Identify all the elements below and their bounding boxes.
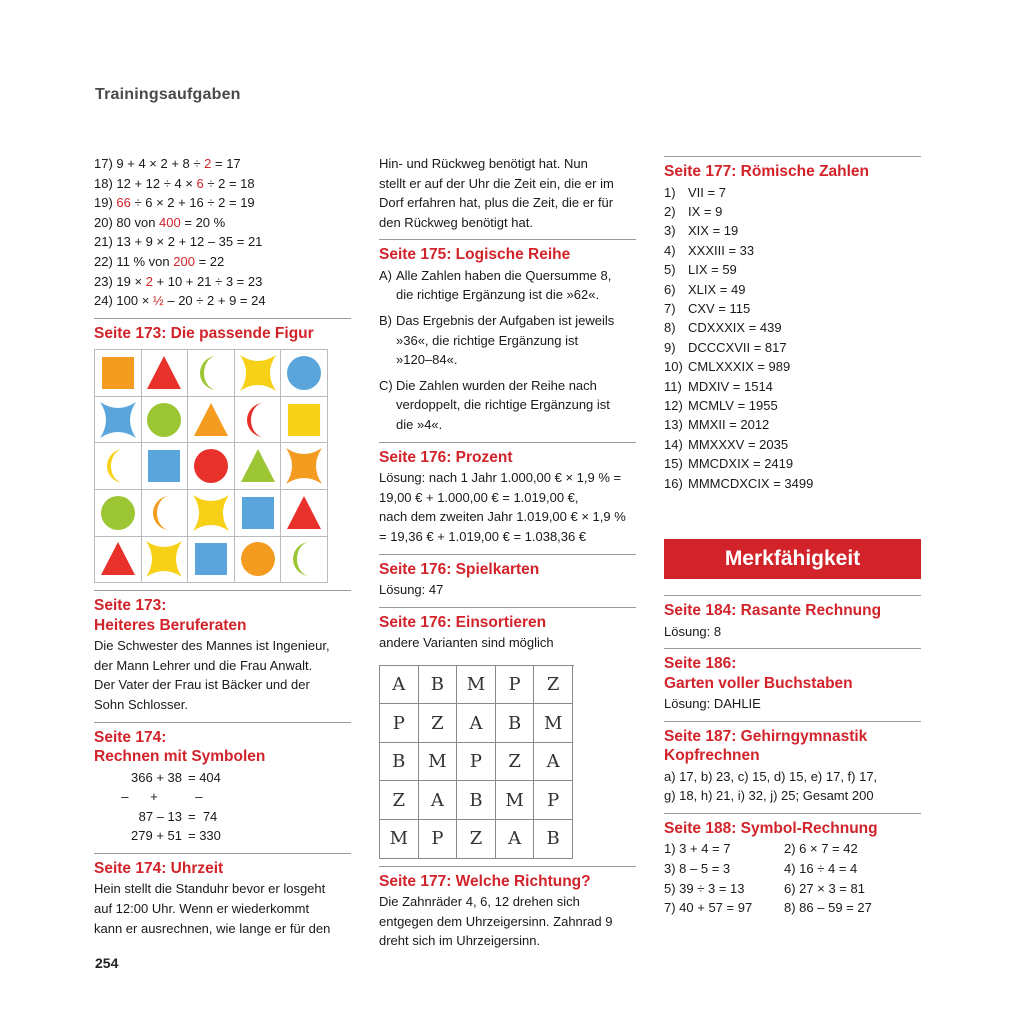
result-cell: 7) 40 + 57 = 97: [664, 900, 753, 916]
text-line: = 19,36 € + 1.019,00 € = 1.038,36 €: [379, 528, 587, 544]
equation-text: ÷ 6 × 2 + 16 ÷ 2 = 19: [130, 195, 255, 211]
page-header: Trainingsaufgaben: [95, 86, 241, 103]
green-crescent-icon: [284, 539, 324, 579]
shape-cell: [95, 397, 142, 444]
item-number: 15): [664, 456, 683, 472]
red-triangle-icon: [144, 353, 184, 393]
equation-text: 24) 100 ×: [94, 293, 153, 309]
shape-cell: [235, 350, 282, 397]
section-heading-figur: Seite 173: Die passende Figur: [94, 318, 351, 344]
letter-cell: P: [457, 743, 496, 782]
letter-cell: B: [380, 743, 419, 782]
text-line: die richtige Ergänzung ist die »62«.: [396, 287, 600, 303]
letter-cell: B: [419, 666, 458, 705]
calc-left: – +: [114, 789, 158, 805]
equation-line: [94, 213, 351, 233]
text-line: Die Schwester des Mannes ist Ingenieur,: [94, 638, 330, 654]
result-cell: 6) 27 × 3 = 81: [784, 880, 865, 896]
letter-cell: A: [457, 704, 496, 743]
shape-cell: [188, 397, 235, 444]
shape-cell: [235, 443, 282, 490]
text-line: Der Vater der Frau ist Bäcker und der: [94, 677, 310, 693]
roman-item: [664, 474, 921, 493]
text-line: andere Varianten sind möglich: [379, 635, 554, 651]
orange-circle-icon: [238, 539, 278, 579]
shape-cell: [281, 350, 328, 397]
equation-line: [94, 154, 351, 174]
roman-value: XIX = 19: [688, 223, 739, 239]
shape-cell: [142, 490, 189, 537]
red-triangle-icon: [98, 539, 138, 579]
letter-cell: A: [380, 666, 419, 705]
roman-value: MMCDXIX = 2419: [688, 456, 794, 472]
result-cell: 1) 3 + 4 = 7: [664, 841, 731, 857]
letter-cell: P: [380, 704, 419, 743]
text-line: Lösung: nach 1 Jahr 1.000,00 € × 1,9 % =: [379, 470, 622, 486]
roman-item: [664, 454, 921, 473]
roman-value: XXXIII = 33: [688, 242, 755, 258]
heading-line: Kopfrechnen: [664, 747, 760, 765]
roman-value: MMXXXV = 2035: [688, 436, 789, 452]
shape-cell: [142, 350, 189, 397]
text-line: verdoppelt, die richtige Ergänzung ist: [396, 397, 610, 413]
yellow-star-icon: [238, 353, 278, 393]
result-cell: 2) 6 × 7 = 42: [784, 841, 858, 857]
roman-item: [664, 260, 921, 279]
text-line: Die Zahnräder 4, 6, 12 drehen sich: [379, 894, 580, 910]
roman-item: [664, 299, 921, 318]
green-triangle-icon: [238, 446, 278, 486]
roman-value: IX = 9: [688, 203, 723, 219]
letter-cell: P: [534, 781, 573, 820]
text-line: 19,00 € + 1.000,00 € = 1.019,00 €,: [379, 489, 579, 505]
answer-item-b: [379, 311, 636, 370]
page-number: 254: [95, 955, 119, 971]
equation-line: [94, 272, 351, 292]
orange-crescent-icon: [144, 493, 184, 533]
item-label: A): [379, 267, 392, 283]
uhrzeit-text: [94, 879, 351, 938]
section-heading-uhrzeit: Seite 174: Uhrzeit: [94, 853, 351, 879]
text-line: nach dem zweiten Jahr 1.019,00 € × 1,9 %: [379, 509, 626, 525]
equation-line: [94, 232, 351, 252]
shape-cell: [188, 350, 235, 397]
heading-line: Seite 173:: [94, 597, 167, 615]
letter-cell: Z: [419, 704, 458, 743]
result-cell: 5) 39 ÷ 3 = 13: [664, 880, 745, 896]
shape-cell: [188, 490, 235, 537]
text-line: a) 17, b) 23, c) 15, d) 15, e) 17, f) 17,: [664, 768, 878, 784]
text-line: »120–84«.: [396, 352, 458, 368]
text-line: auf 12:00 Uhr. Wenn er wiederkommt: [94, 901, 310, 917]
shape-cell: [95, 490, 142, 537]
text-line: Sohn Schlosser.: [94, 697, 188, 712]
equation-text: 17) 9 + 4 × 2 + 8 ÷: [94, 156, 205, 171]
symbol-results: [664, 839, 921, 917]
missing-value: 66: [116, 195, 131, 211]
letter-cell: P: [419, 820, 458, 859]
roman-value: MMXII = 2012: [688, 417, 770, 433]
item-number: 2): [664, 203, 676, 219]
section-heading-beruf: [94, 590, 351, 635]
item-number: 4): [664, 242, 676, 258]
shape-cell: [281, 443, 328, 490]
shape-cell: [142, 397, 189, 444]
text-line: die »4«.: [396, 417, 443, 433]
shape-cell: [281, 490, 328, 537]
heading-line: Heiteres Beruferaten: [94, 616, 247, 634]
blue-star-icon: [98, 400, 138, 440]
text-line: Die Zahlen wurden der Reihe nach: [396, 377, 597, 393]
equation-text: 23) 19 ×: [94, 273, 146, 289]
prozent-text: [379, 468, 636, 546]
letter-cell: M: [419, 743, 458, 782]
heading-line: Seite 187: Gehirngymnastik: [664, 727, 868, 745]
section-heading-garten: [664, 648, 921, 693]
result-cell: 4) 16 ÷ 4 = 4: [784, 860, 858, 876]
text-line: kann er ausrechnen, wie lange er für den: [94, 920, 331, 936]
calc-right: = 74: [188, 808, 218, 824]
shape-cell: [235, 537, 282, 584]
equation-list: [94, 154, 351, 311]
roman-item: [664, 357, 921, 376]
roman-item: [664, 241, 921, 260]
orange-star-icon: [284, 446, 324, 486]
text-line: stellt er auf der Uhr die Zeit ein, die er im: [379, 175, 614, 191]
text-line: Lösung: DAHLIE: [664, 696, 761, 712]
shape-cell: [142, 537, 189, 584]
roman-item: [664, 318, 921, 337]
section-heading-symbole: [94, 722, 351, 767]
equation-text: + 10 + 21 ÷ 3 = 23: [152, 273, 263, 289]
shape-cell: [95, 350, 142, 397]
heading-line: Seite 186:: [664, 655, 737, 673]
roman-item: [664, 183, 921, 202]
roman-value: MMMCDXCIX = 3499: [688, 475, 814, 491]
equation-text: 20) 80 von: [94, 214, 160, 230]
green-circle-icon: [98, 493, 138, 533]
item-number: 16): [664, 475, 683, 491]
roman-item: [664, 435, 921, 454]
item-label: C): [379, 377, 393, 393]
roman-value: VII = 7: [688, 184, 726, 200]
green-crescent-icon: [191, 353, 231, 393]
section-heading-richtung: Seite 177: Welche Richtung?: [379, 866, 636, 892]
shape-cell: [95, 537, 142, 584]
calc-right: = 404: [188, 769, 221, 785]
item-number: 3): [664, 223, 676, 239]
roman-item: [664, 202, 921, 221]
item-number: 9): [664, 339, 676, 355]
item-number: 7): [664, 300, 676, 316]
section-heading-gehirn: [664, 721, 921, 766]
text-line: dreht sich im Uhrzeigersinn.: [379, 933, 541, 949]
blue-square-icon: [191, 539, 231, 579]
roman-value: DCCCXVII = 817: [688, 339, 787, 355]
text-line: »36«, die richtige Ergänzung ist: [396, 332, 579, 348]
item-number: 12): [664, 397, 683, 413]
item-number: 6): [664, 281, 676, 297]
heading-line: Garten voller Buchstaben: [664, 674, 853, 692]
letter-cell: P: [496, 666, 535, 705]
orange-triangle-icon: [191, 400, 231, 440]
column-1: [94, 154, 351, 938]
section-heading-reihe: Seite 175: Logische Reihe: [379, 239, 636, 265]
section-heading-symbol-rechnung: Seite 188: Symbol-Rechnung: [664, 813, 921, 839]
roman-value: CMLXXXIX = 989: [688, 359, 791, 375]
roman-value: CDXXXIX = 439: [688, 320, 782, 336]
shape-cell: [142, 443, 189, 490]
missing-value: 400: [159, 214, 181, 230]
symbol-calculation: [114, 768, 351, 846]
text-line: Hin- und Rückweg benötigt hat. Nun: [379, 156, 588, 171]
red-triangle-icon: [284, 493, 324, 533]
equation-line: [94, 193, 351, 213]
roman-value: LIX = 59: [688, 262, 737, 278]
letter-cell: Z: [496, 743, 535, 782]
roman-item: [664, 221, 921, 240]
uhrzeit-continued: [379, 154, 636, 232]
letter-cell: M: [380, 820, 419, 859]
text-line: Lösung: 47: [379, 582, 444, 597]
missing-value: 200: [173, 253, 195, 269]
shape-cell: [188, 537, 235, 584]
blue-circle-icon: [284, 353, 324, 393]
shape-cell: [95, 443, 142, 490]
text-line: Dorf erfahren hat, plus die Zeit, die er für: [379, 195, 614, 211]
item-number: 13): [664, 417, 683, 433]
equation-text: ÷ 2 = 18: [203, 175, 255, 191]
green-circle-icon: [144, 400, 184, 440]
roman-item: [664, 415, 921, 434]
heading-line: Rechnen mit Symbolen: [94, 748, 266, 766]
text-line: Alle Zahlen haben die Quersumme 8,: [396, 267, 612, 283]
result-cell: 3) 8 – 5 = 3: [664, 860, 731, 876]
letter-grid: [379, 665, 574, 859]
section-heading-roman: Seite 177: Römische Zahlen: [664, 156, 921, 182]
letter-cell: Z: [457, 820, 496, 859]
letter-cell: M: [457, 666, 496, 705]
yellow-square-icon: [284, 400, 324, 440]
answer-item-a: [379, 266, 636, 305]
letter-cell: B: [457, 781, 496, 820]
roman-item: [664, 338, 921, 357]
section-heading-einsortieren: Seite 176: Einsortieren: [379, 607, 636, 633]
shape-cell: [235, 397, 282, 444]
letter-cell: B: [496, 704, 535, 743]
missing-value: 2: [204, 156, 212, 171]
result-cell: 8) 86 – 59 = 27: [784, 900, 872, 916]
shape-cell: [281, 397, 328, 444]
text-line: Das Ergebnis der Aufgaben ist jeweils: [396, 313, 615, 329]
equation-text: 22) 11 % von: [94, 253, 174, 269]
section-banner: Merkfähigkeit: [664, 539, 921, 579]
item-number: 5): [664, 262, 676, 278]
blue-square-icon: [238, 493, 278, 533]
letter-cell: Z: [534, 666, 573, 705]
equation-text: = 20 %: [180, 214, 226, 230]
item-label: B): [379, 313, 392, 329]
shape-grid: [94, 349, 328, 583]
letter-cell: A: [496, 820, 535, 859]
column-3: [664, 154, 921, 918]
text-line: g) 18, h) 21, i) 32, j) 25; Gesamt 200: [664, 788, 874, 804]
missing-value: 2: [145, 273, 153, 289]
red-circle-icon: [191, 446, 231, 486]
roman-item: [664, 280, 921, 299]
missing-value: ½: [152, 293, 164, 309]
heading-line: Seite 174:: [94, 728, 167, 746]
equation-text: = 22: [194, 253, 225, 269]
red-crescent-icon: [238, 400, 278, 440]
letter-cell: A: [534, 743, 573, 782]
item-number: 11): [664, 378, 682, 394]
section-heading-prozent: Seite 176: Prozent: [379, 442, 636, 468]
calc-right: = 330: [188, 828, 221, 844]
missing-value: 6: [196, 175, 204, 191]
column-2: [379, 154, 636, 951]
equation-line: [94, 252, 351, 272]
calc-left: 279 + 51: [131, 828, 182, 844]
richtung-text: [379, 892, 636, 951]
letter-cell: M: [496, 781, 535, 820]
section-heading-rasant: Seite 184: Rasante Rechnung: [664, 595, 921, 621]
yellow-star-icon: [191, 493, 231, 533]
roman-value: MDXIV = 1514: [688, 378, 773, 394]
beruf-text: [94, 636, 351, 714]
item-number: 8): [664, 320, 676, 336]
equation-text: = 17: [211, 156, 241, 171]
text-line: Lösung: 8: [664, 623, 722, 639]
equation-text: 18) 12 + 12 ÷ 4 ×: [94, 175, 197, 191]
roman-value: XLIX = 49: [688, 281, 746, 297]
equation-line: [94, 174, 351, 194]
calc-right: –: [188, 789, 203, 805]
shape-cell: [235, 490, 282, 537]
roman-value: MCMLV = 1955: [688, 397, 778, 413]
item-number: 10): [664, 359, 683, 375]
equation-text: 19): [94, 195, 117, 211]
yellow-crescent-icon: [98, 446, 138, 486]
roman-item: [664, 377, 921, 396]
item-number: 14): [664, 436, 683, 452]
text-line: Hein stellt die Standuhr bevor er losgeht: [94, 881, 326, 897]
equation-line: [94, 291, 351, 311]
roman-list: [664, 183, 921, 494]
answer-item-c: [379, 376, 636, 435]
blue-square-icon: [144, 446, 184, 486]
letter-cell: M: [534, 704, 573, 743]
calc-left: 87 – 13: [131, 808, 182, 824]
roman-value: CXV = 115: [688, 300, 751, 316]
item-number: 1): [664, 184, 676, 200]
text-line: entgegen dem Uhrzeigersinn. Zahnrad 9: [379, 913, 613, 929]
calc-left: 366 + 38: [131, 769, 182, 785]
orange-square-icon: [98, 353, 138, 393]
equation-text: 21) 13 + 9 × 2 + 12 – 35 = 21: [94, 234, 263, 250]
text-line: der Mann Lehrer und die Frau Anwalt.: [94, 657, 313, 673]
letter-cell: A: [419, 781, 458, 820]
letter-cell: Z: [380, 781, 419, 820]
shape-cell: [188, 443, 235, 490]
letter-cell: B: [534, 820, 573, 859]
yellow-star-icon: [144, 539, 184, 579]
text-line: den Rückweg benötigt hat.: [379, 214, 533, 230]
section-heading-spielkarten: Seite 176: Spielkarten: [379, 554, 636, 580]
shape-cell: [281, 537, 328, 584]
roman-item: [664, 396, 921, 415]
equation-text: – 20 ÷ 2 + 9 = 24: [163, 293, 266, 309]
